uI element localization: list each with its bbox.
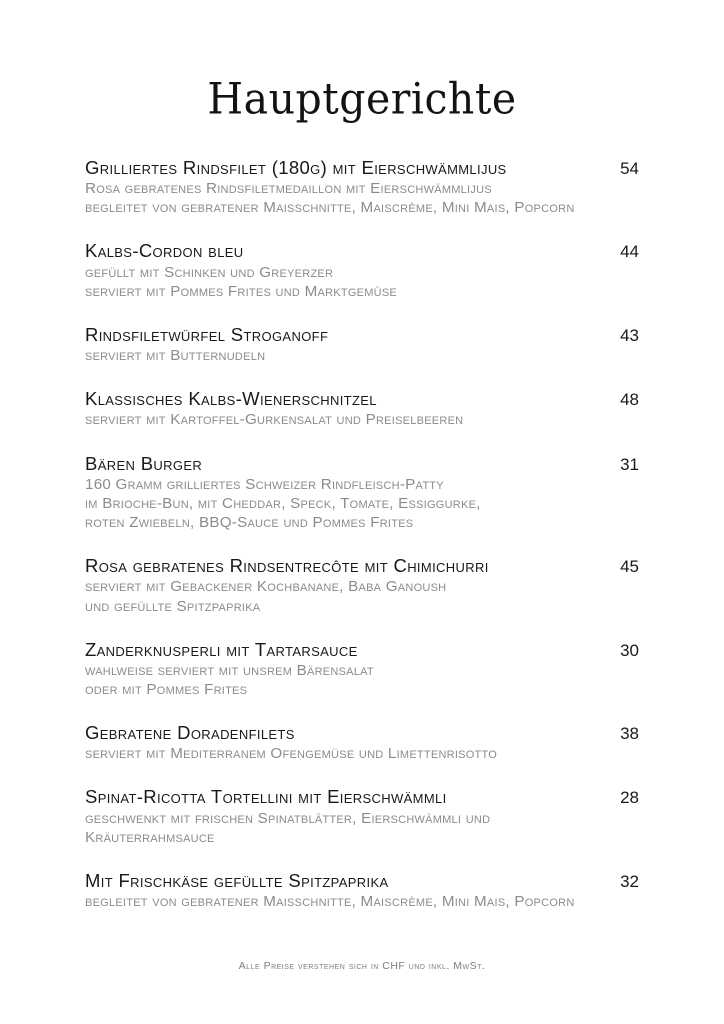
menu-item-description [85,744,639,763]
page-title: Hauptgerichte [207,73,517,124]
menu-item-price: 54 [620,159,639,178]
menu-item-header [85,454,639,474]
menu-item-name: Spinat-Ricotta Tortellini mit Eierschwämmli [85,786,447,808]
menu-item-description-line: begleitet von gebratener Maisschnitte, Maiscrème, Mini Mais, Popcorn [85,199,575,217]
menu-item-description-line: und gefüllte Spitzpaprika [85,597,261,615]
menu-item-header [85,640,639,660]
menu-item-name: Gebratene Doradenfilets [85,722,295,744]
menu-item-name: Rosa gebratenes Rindsentrecôte mit Chimichurri [85,555,489,577]
menu-item-name: Zanderknusperli mit Tartarsauce [85,638,358,660]
menu-item-price: 43 [620,325,639,345]
menu-item [85,640,639,699]
menu-item-list [85,158,639,935]
menu-item-description [85,346,639,365]
menu-item [85,158,639,217]
menu-item-header [85,556,639,576]
menu-item-header [85,871,639,891]
menu-item-description-line: wahlweise serviert mit unsrem Bärensalat [85,661,374,679]
menu-item-price: 38 [620,724,639,744]
menu-item-header [85,787,639,807]
menu-item-description-line: begleitet von gebratener Maisschnitte, Maiscrème, Mini Mais, Popcorn [85,893,575,911]
menu-item-header [85,241,639,261]
menu-item-description-line: Kräuterrahmsauce [85,828,215,846]
menu-item-price: 31 [620,454,639,474]
menu-item-description-line: serviert mit Butternudeln [85,347,266,365]
menu-item-description-line: geschwenkt mit frischen Spinatblätter, Eierschwämmli und [85,809,491,827]
menu-item-description-line: Rosa gebratenes Rindsfiletmedaillon mit Eierschwämmlijus [85,180,492,198]
menu-item-header [85,389,639,409]
menu-item-description [85,179,639,217]
menu-item-description-line: serviert mit Gebackener Kochbanane, Baba Ganoush [85,578,447,596]
menu-item-description [85,892,639,911]
menu-item-name: Klassisches Kalbs-Wienerschnitzel [85,388,377,410]
menu-item-header [85,723,639,743]
menu-item-name: Mit Frischkäse gefüllte Spitzpaprika [85,869,389,891]
menu-item-name: Bären Burger [85,452,203,474]
menu-item-name: Grilliertes Rindsfilet (180g) mit Eierschwämmlijus [85,157,507,178]
price-disclaimer: Alle Preise verstehen sich in CHF und inkl. MwSt. [238,960,486,972]
menu-item-description-line: serviert mit Kartoffel-Gurkensalat und Preiselbeeren [85,411,464,429]
menu-item-description [85,475,639,532]
menu-item-header [85,158,639,178]
menu-item-price: 48 [620,390,639,410]
menu-item-description [85,410,639,429]
menu-item [85,241,639,300]
menu-item-description [85,577,639,615]
menu-item-price: 30 [620,640,639,660]
menu-item [85,723,639,763]
menu-item-description-line: oder mit Pommes Frites [85,681,248,698]
menu-item [85,325,639,365]
menu-item [85,454,639,533]
menu-item-price: 32 [620,871,639,891]
menu-item [85,556,639,615]
menu-item-description-line: im Brioche-Bun, mit Cheddar, Speck, Tomate, Essiggurke, [85,494,481,512]
menu-item-name: Kalbs-Cordon bleu [85,240,244,262]
menu-item [85,389,639,429]
menu-item [85,871,639,911]
menu-item-description [85,661,639,699]
menu-item-description-line: serviert mit Mediterranem Ofengemüse und Limettenrisotto [85,745,498,763]
menu-item-description [85,263,639,301]
menu-item-name: Rindsfiletwürfel Stroganoff [85,323,329,345]
menu-item-description-line: 160 Gramm grilliertes Schweizer Rindfleisch-Patty [85,475,444,493]
menu-item-description-line: roten Zwiebeln, BBQ-Sauce und Pommes Frites [85,514,414,532]
menu-item-description-line: gefüllt mit Schinken und Greyerzer [85,263,334,281]
menu-item-header [85,325,639,345]
menu-item-price: 45 [620,557,639,577]
menu-item-price: 44 [620,242,639,262]
menu-item-price: 28 [620,788,639,808]
menu-item-description-line: serviert mit Pommes Frites und Marktgemüse [85,282,397,300]
menu-item [85,787,639,846]
menu-item-description [85,809,639,847]
